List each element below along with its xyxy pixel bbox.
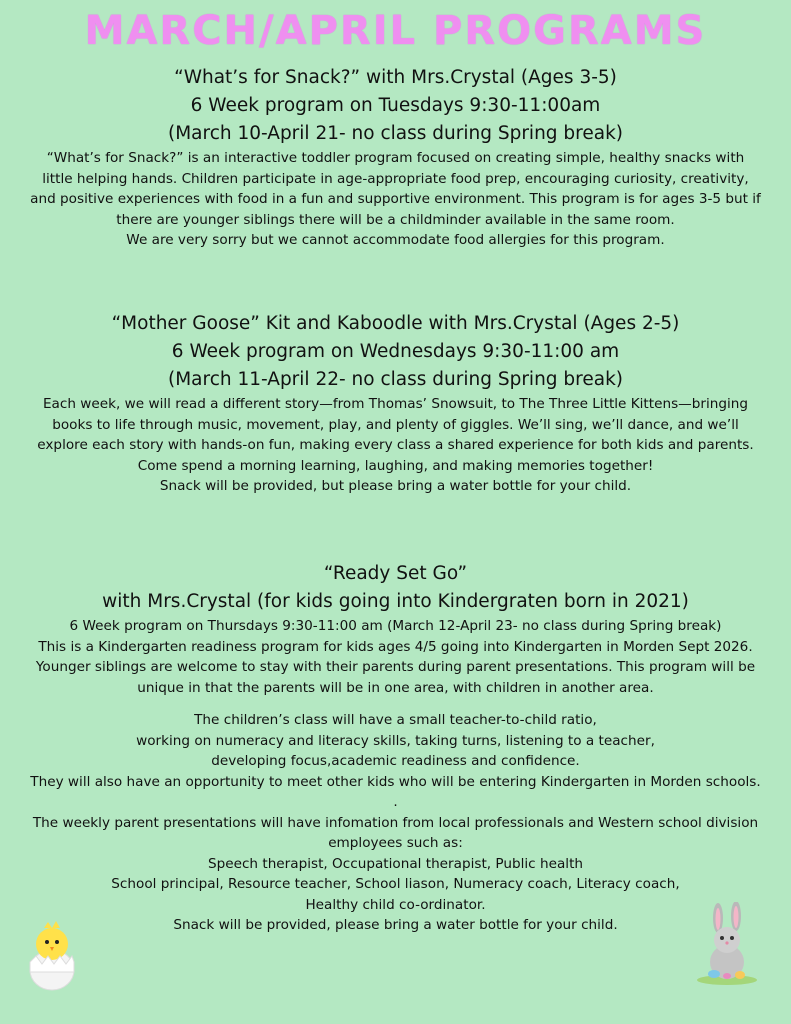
program-snack-description: “What’s for Snack?” is an interactive toddler program focused on creating simple, healthy snacks with little helping hands. Children participate in age-appropriate food prep, encouraging curiosity, creativity, and positive experiences with food in a fun and supportive environment. This program is for ages 3-5 but if there are younger siblings there will be a childminder available in the same room. bbox=[30, 150, 761, 228]
program-mother-goose-title: “Mother Goose” Kit and Kaboodle with Mrs.Crystal (Ages 2-5) bbox=[111, 313, 680, 334]
chick-icon bbox=[22, 912, 82, 992]
page-title: MARCH/APRIL PROGRAMS bbox=[84, 8, 707, 54]
program-mother-goose bbox=[30, 310, 761, 497]
program-snack-note: We are very sorry but we cannot accommodate food allergies for this program. bbox=[126, 232, 665, 248]
parent-presentations-intro: The weekly parent presentations will have infomation from local professionals and Western school division employees such as: bbox=[32, 814, 759, 851]
program-snack-dates: (March 10-April 21- no class during Spring break) bbox=[167, 123, 624, 144]
program-ready-set-go bbox=[30, 560, 761, 936]
program-mother-goose-dates: (March 11-April 22- no class during Spring break) bbox=[167, 369, 624, 390]
program-mother-goose-description: Each week, we will read a different story—from Thomas’ Snowsuit, to The Three Little Kittens—bringing books to life through music, movement, play, and plenty of giggles. We’ll sing, we’ll dance, and we’ll explore each story with hands-on fun, making every class a shared experience for both kids and parents. Come spend a morning learning, laughing, and making memories together! bbox=[37, 396, 754, 474]
program-ready-subtitle: with Mrs.Crystal (for kids going into Kindergraten born in 2021) bbox=[102, 591, 689, 612]
children-class-line: The children’s class will have a small teacher-to-child ratio, bbox=[194, 712, 597, 728]
bunny-icon bbox=[692, 902, 762, 986]
program-ready-description: This is a Kindergarten readiness program for kids ages 4/5 going into Kindergarten in Morden Sept 2026. Younger siblings are welcome to stay with their parents during parent presentations. This program will be unique in that the parents will be in one area, with children in another area. bbox=[35, 638, 756, 696]
parent-presentations-list: Healthy child co-ordinator. bbox=[305, 896, 486, 913]
program-mother-goose-schedule: 6 Week program on Wednesdays 9:30-11:00 am bbox=[171, 341, 620, 362]
program-ready-note: Snack will be provided, please bring a water bottle for your child. bbox=[173, 917, 618, 933]
program-mother-goose-note: Snack will be provided, but please bring a water bottle for your child. bbox=[159, 478, 632, 494]
program-ready-title: “Ready Set Go” bbox=[323, 563, 468, 584]
children-class-line: developing focus,academic readiness and confidence. bbox=[211, 753, 580, 769]
program-snack-title: “What’s for Snack?” with Mrs.Crystal (Ages 3-5) bbox=[174, 67, 617, 88]
program-snack bbox=[30, 64, 761, 251]
program-ready-schedule: 6 Week program on Thursdays 9:30-11:00 am (March 12-April 23- no class during Spring break) bbox=[69, 618, 722, 634]
separator-dot: . bbox=[393, 794, 398, 810]
parent-presentations-list: School principal, Resource teacher, School liason, Numeracy coach, Literacy coach, bbox=[111, 876, 680, 892]
children-class-line: They will also have an opportunity to meet other kids who will be entering Kindergarten in Morden schools. bbox=[30, 773, 761, 790]
children-class-line: working on numeracy and literacy skills, taking turns, listening to a teacher, bbox=[136, 732, 655, 749]
parent-presentations-list: Speech therapist, Occupational therapist, Public health bbox=[207, 855, 584, 872]
program-snack-schedule: 6 Week program on Tuesdays 9:30-11:00am bbox=[190, 95, 601, 116]
